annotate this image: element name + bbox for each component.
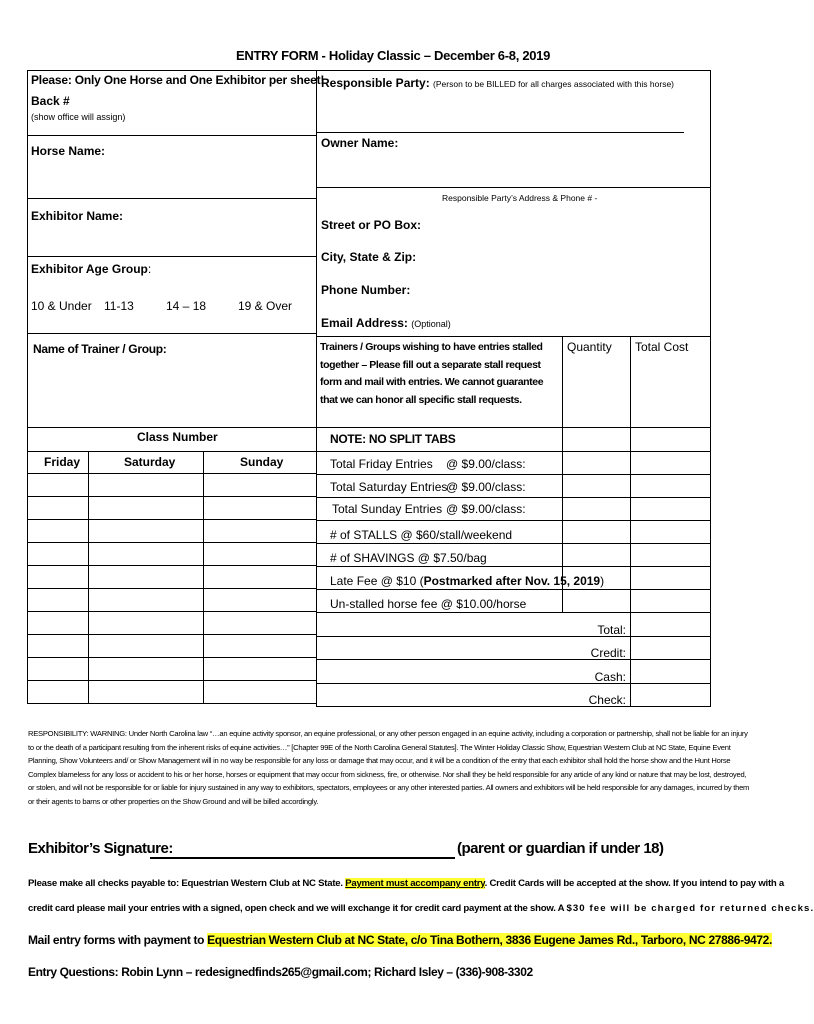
- email-address-label: Email Address: (Optional): [321, 316, 451, 330]
- exhibitor-age-group-label: Exhibitor Age Group:: [31, 262, 152, 276]
- one-horse-note: Please: Only One Horse and One Exhibitor per sheet!: [31, 73, 325, 87]
- total-cost-header: Total Cost: [635, 340, 689, 354]
- owner-name-label: Owner Name:: [321, 136, 399, 150]
- form-title: ENTRY FORM - Holiday Classic – December 6-8, 2019: [236, 48, 551, 63]
- fee-stalls: # of STALLS @ $60/stall/weekend: [330, 528, 513, 542]
- age-option-14-18[interactable]: 14 – 18: [166, 299, 207, 313]
- check-label: Check:: [588, 693, 626, 707]
- no-split-tabs-note: NOTE: NO SPLIT TABS: [330, 432, 456, 446]
- fee-friday-rate: @ $9.00/class:: [446, 457, 526, 471]
- street-label: Street or PO Box:: [321, 218, 422, 232]
- horse-name-label: Horse Name:: [31, 144, 106, 158]
- age-option-10-under[interactable]: 10 & Under: [31, 299, 92, 313]
- saturday-header: Saturday: [124, 455, 176, 469]
- responsible-party-label: Responsible Party: (Person to be BILLED for all charges associated with this horse): [321, 76, 674, 90]
- fee-sunday-entries: Total Sunday Entries: [332, 502, 443, 516]
- center-divider: [316, 70, 317, 427]
- fee-shavings: # of SHAVINGS @ $7.50/bag: [330, 551, 487, 565]
- address-hint: Responsible Party’s Address & Phone # -: [442, 193, 598, 203]
- quantity-header: Quantity: [567, 340, 612, 354]
- friday-header: Friday: [44, 455, 81, 469]
- responsibility-warning: RESPONSIBILITY: WARNING: Under North Carolina law “…an equine activity sponsor, an equine professional, or any other person engaged in an equine activity, including a corporation or partnership, shall not be liable for an injury to or the death of a participant resulting from the inherent risks of equine activities…” [Chapter 99E of the North Carolina General Statutes]. The Winter Holiday Classic Show, Equestrian Western Club at NC State, Equine Event Planning, Show Volunteers and/ or Show Management will in no way be responsible for any loss or damage that may occur, and it will be a condition of the entry that each exhibitor shall hold the horse show and the Hunt Horse Complex blameless for any loss or accident to his or her horse, horses or equipment that may occur from sickness, fire, or otherwise. Nor shall they be held responsible for any article of any kind or nature that may be lost, destroyed, or stolen, and will not be responsible for or liable for injury sustained in any way to exhibitors, spectators, employees or any other interested parties. All owners and exhibitors will be held responsible for any damages, incurred by them or their agents to barns or other properties on the Show Ground and will be billed accordingly.: [28, 729, 750, 806]
- right-border: [710, 70, 711, 427]
- back-number-note: (show office will assign): [31, 112, 126, 122]
- top-border: [27, 70, 711, 71]
- left-border: [27, 70, 28, 427]
- fee-sunday-rate: @ $9.00/class:: [446, 502, 526, 516]
- age-option-11-13[interactable]: 11-13: [104, 299, 134, 313]
- fee-saturday-entries: Total Saturday Entries: [330, 480, 448, 494]
- payment-instructions: Please make all checks payable to: Equestrian Western Club at NC State. Payment must accompany entry. Credit Cards will be accepted at the show. If you intend to pay with a: [28, 878, 785, 889]
- phone-number-label: Phone Number:: [321, 283, 411, 297]
- fee-late: Late Fee @ $10 (Postmarked after Nov. 15, 2019): [330, 574, 605, 588]
- class-number-header: Class Number: [137, 430, 218, 444]
- signature-line[interactable]: [150, 857, 455, 859]
- payment-instructions-2: credit card please mail your entries with a signed, open check and we will exchange it for credit card payment at the show. A $30 fee will be charged for returned checks.: [28, 903, 814, 914]
- mail-instructions: Mail entry forms with payment to Equestrian Western Club at NC State, c/o Tina Bothern, 3836 Eugene James Rd., Tarboro, NC 27886-9472.: [28, 933, 772, 947]
- signature-label: Exhibitor’s Signature:: [28, 840, 173, 857]
- cash-label: Cash:: [594, 670, 626, 684]
- sunday-header: Sunday: [240, 455, 284, 469]
- back-number-label: Back #: [31, 94, 70, 108]
- fee-unstalled: Un-stalled horse fee @ $10.00/horse: [330, 597, 527, 611]
- guardian-note: (parent or guardian if under 18): [457, 840, 664, 857]
- exhibitor-name-label: Exhibitor Name:: [31, 209, 124, 223]
- entry-questions: Entry Questions: Robin Lynn – redesignedfinds265@gmail.com; Richard Isley – (336)-908-3302: [28, 965, 533, 979]
- stall-request-note: Trainers / Groups wishing to have entries stalled together – Please fill out a separate stall request form and mail with entries. We cannot guarantee that we can honor all specific stall requests.: [320, 341, 544, 406]
- fee-friday-entries: Total Friday Entries: [330, 457, 433, 471]
- credit-label: Credit:: [590, 646, 626, 660]
- total-label: Total:: [597, 623, 626, 637]
- trainer-label: Name of Trainer / Group:: [33, 342, 167, 356]
- responsible-party-note: (Person to be BILLED for all charges associated with this horse): [433, 79, 674, 89]
- fee-saturday-rate: @ $9.00/class:: [446, 480, 526, 494]
- age-option-19-over[interactable]: 19 & Over: [238, 299, 293, 313]
- city-state-zip-label: City, State & Zip:: [321, 250, 417, 264]
